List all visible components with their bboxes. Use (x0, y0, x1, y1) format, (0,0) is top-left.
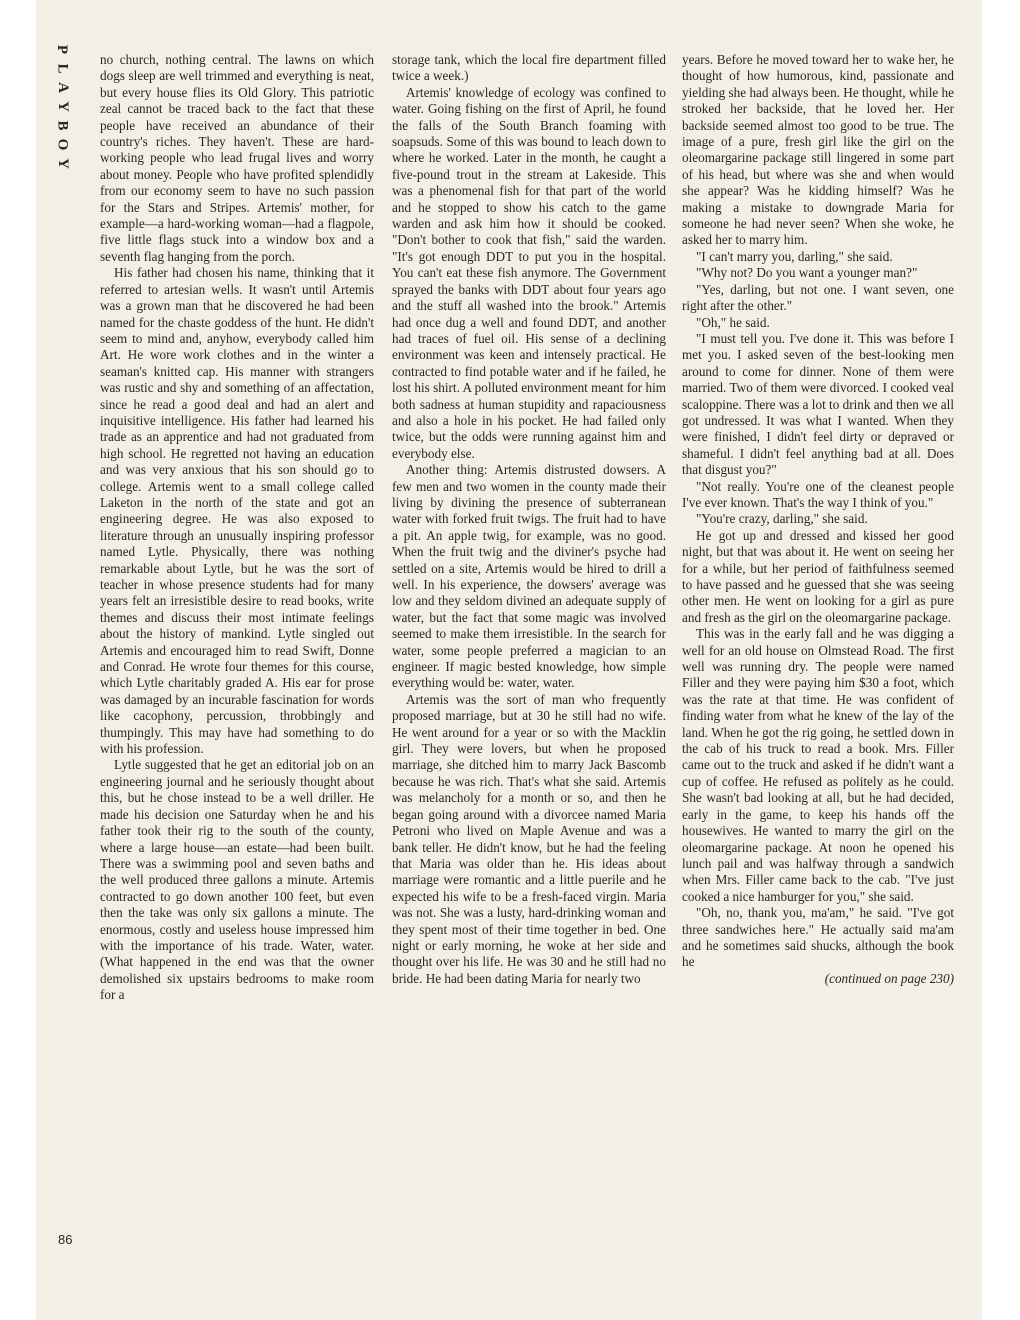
text-column-1 (100, 52, 374, 1004)
page-margin-right (982, 0, 1020, 1320)
paragraph: Lytle suggested that he get an editorial job on an engineering journal and he seriously thought about this, but he chose instead to be a well driller. He made his decision one Saturday when he and his father took their rig to the south of the county, where a large house—an estate—had been built. There was a swimming pool and seven baths and the well produced three gallons a minute. Artemis contracted to go down another 100 feet, but even then the take was only six gallons a minute. The enormous, costly and useless house impressed him with the importance of his trade. Water, water. (What happened in the end was that the owner demolished six upstairs bedrooms to make room for a (100, 757, 374, 1003)
paragraph: years. Before he moved toward her to wake her, he thought of how humorous, kind, passionate and yielding she had always been. He thought, while he stroked her backside, that he loved her. Her backside seemed almost too good to be true. The image of a pure, fresh girl like the girl on the oleomargarine package still lingered in some part of his head, but where was she and when would she appear? Was he kidding himself? Was he making a mistake to downgrade Maria for someone he had never seen? When she woke, he asked her to marry him. (682, 52, 954, 248)
text-column-3 (682, 52, 954, 987)
playboy-masthead (52, 40, 72, 173)
text-column-2 (392, 52, 666, 987)
paragraph: "Why not? Do you want a younger man?" (696, 265, 918, 281)
masthead-letter: Y (54, 101, 71, 112)
paragraph: He got up and dressed and kissed her good night, but that was about it. He went on seeing her for a while, but her period of faithfulness seemed to have passed and he guessed that she was seeing other men. He went on looking for a girl as pure and fresh as the girl on the oleomargarine package. (682, 527, 954, 625)
page-margin-left (0, 0, 36, 1320)
paragraph: Artemis was the sort of man who frequently proposed marriage, but at 30 he still had no wife. He went around for a year or so with the Macklin girl. They were lovers, but when he proposed marriage, she ditched him to marry Jack Bascomb because he was rich. That's what she said. Artemis was melancholy for a month or so, and then he began going around with a divorcee named Maria Petroni who lived on Maple Avenue and was a bank teller. He didn't know, but he had the feeling that Maria was older than he. His ideas about marriage were romantic and a little puerile and he expected his wife to be a fresh-faced virgin. Maria was not. She was a lusty, hard-drinking woman and they spent most of their time together in bed. One night or early morning, he woke at her side and thought over his life. He was 30 and he still had no bride. He had been dating Maria for nearly two (392, 691, 666, 986)
continuation-note: (continued on page 230) (824, 970, 954, 986)
paragraph: "I can't marry you, darling," she said. (696, 248, 893, 264)
masthead-letter: A (54, 82, 71, 93)
paragraph: "Not really. You're one of the cleanest people I've ever known. That's the way I think of you." (682, 478, 954, 510)
paragraph: His father had chosen his name, thinking that it referred to artesian wells. It wasn't until Artemis was a grown man that he discovered he had been named for the chaste goddess of the hunt. He didn't seem to mind and, anyhow, everybody called him Art. He wore work clothes and in the winter a seaman's knitted cap. His manner with strangers was rustic and shy and something of an affectation, since he read a good deal and had an alert and inquisitive intelligence. His father had learned his trade as an apprentice and had not graduated from high school. He regretted not having an education and was very anxious that his son should go to college. Artemis went to a small college called Laketon in the north of the state and got an engineering degree. He was also exposed to literature through an unusually inspiring professor named Lytle. Physically, there was nothing remarkable about Lytle, but he was the sort of teacher in whose presence students had for many years felt an irresistible desire to read books, write themes and discuss their most intimate feelings about the history of mankind. Lytle singled out Artemis and encouraged him to read Swift, Donne and Conrad. He wrote four themes for this course, which Lytle charitably graded A. His ear for prose was damaged by an incurable fascination for words like cacophony, percussion, throbbingly and thumpingly. This may have had something to do with his profession. (100, 265, 374, 757)
paragraph: "Oh," he said. (696, 314, 770, 330)
paragraph: "Yes, darling, but not one. I want seven, one right after the other." (682, 281, 954, 314)
paragraph: storage tank, which the local fire department filled twice a week.) (392, 52, 666, 84)
masthead-letter: O (54, 138, 71, 151)
paragraph: This was in the early fall and he was digging a well for an old house on Olmstead Road. The first well was running dry. The people were named Filler and they were paying him $30 a foot, which was the rate at that time. He was confident of finding water from what he knew of the lay of the land. When he got the rig going, he settled down in the cab of his truck to read a book. Mrs. Filler came out to the truck and asked if he didn't want a cup of coffee. He refused as politely as he could. She wasn't bad looking at all, but he had decided, early in the game, to keep his hands off the housewives. He wanted to marry the girl on the oleomargarine package. At noon he opened his lunch pail and was halfway through a sandwich when Mrs. Filler came back to the cab. "I've just cooked a nice hamburger for you," she said. (682, 626, 954, 904)
masthead-letter: Y (54, 158, 71, 169)
paragraph: no church, nothing central. The lawns on which dogs sleep are well trimmed and everything is neat, but every house flies its Old Glory. This patriotic zeal cannot be traced back to the fact that these people have received an abundance of their country's riches. They haven't. These are hard-working people who lead frugal lives and worry about money. People who have profited splendidly from our economy seem to have no such passion for the Stars and Stripes. Artemis' mother, for example—a hard-working woman—had a flagpole, five little flags stuck into a window box and a seventh flag hanging from the porch. (100, 52, 374, 264)
masthead-letter: P (54, 44, 71, 55)
page-number: 86 (58, 1232, 73, 1247)
paragraph: Artemis' knowledge of ecology was confined to water. Going fishing on the first of April, he found the falls of the South Branch foaming with soapsuds. Some of this was bound to leach down to where he worked. Later in the month, he caught a five-pound trout in the stream at Lakeside. This was a phenomenal fish for that part of the world and he stopped to show his catch to the game warden and ask him how it should be cooked. "Don't bother to cook that fish," said the warden. "It's got enough DDT to put you in the hospital. You can't eat these fish anymore. The Government sprayed the banks with DDT about four years ago and the stuff all washed into the brook." Artemis had once dug a well and found DDT, and another had traces of fuel oil. His sense of a declining environment was keen and intensely practical. He contracted to find potable water and if he failed, he lost his shirt. A polluted environment meant for him both sadness at human stupidity and rapaciousness and also a hole in his pocket. He had failed only twice, but the odds were running against him and everybody else. (392, 84, 666, 461)
paragraph: "You're crazy, darling," she said. (696, 511, 868, 527)
paragraph: "Oh, no, thank you, ma'am," he said. "I've got three sandwiches here." He actually said ma'am and he sometimes said shucks, although the book he (682, 905, 954, 970)
paragraph: Another thing: Artemis distrusted dowsers. A few men and two women in the county made their living by divining the presence of subterranean water with forked fruit twigs. The fruit had to have a pit. An apple twig, for example, was no good. When the fruit twig and the diviner's psyche had settled on a site, Artemis would be hired to drill a well. In his experience, the dowsers' average was low and they seldom divined an adequate supply of water, but the fact that some magic was involved seemed to make them irresistible. In the search for water, some people preferred a magician to an engineer. If magic bested knowledge, how simple everything would be: water, water. (392, 462, 666, 691)
masthead-letter: B (54, 120, 71, 131)
paragraph: "I must tell you. I've done it. This was before I met you. I asked seven of the best-looking men around to come for dinner. None of them were married. Two of them were divorced. I cooked veal scaloppine. There was a lot to drink and then we all got undressed. It was what I wanted. When they were finished, I didn't feel dirty or depraved or shameful. I didn't feel anything bad at all. Does that disgust you?" (682, 330, 954, 478)
masthead-letter: L (54, 63, 71, 74)
